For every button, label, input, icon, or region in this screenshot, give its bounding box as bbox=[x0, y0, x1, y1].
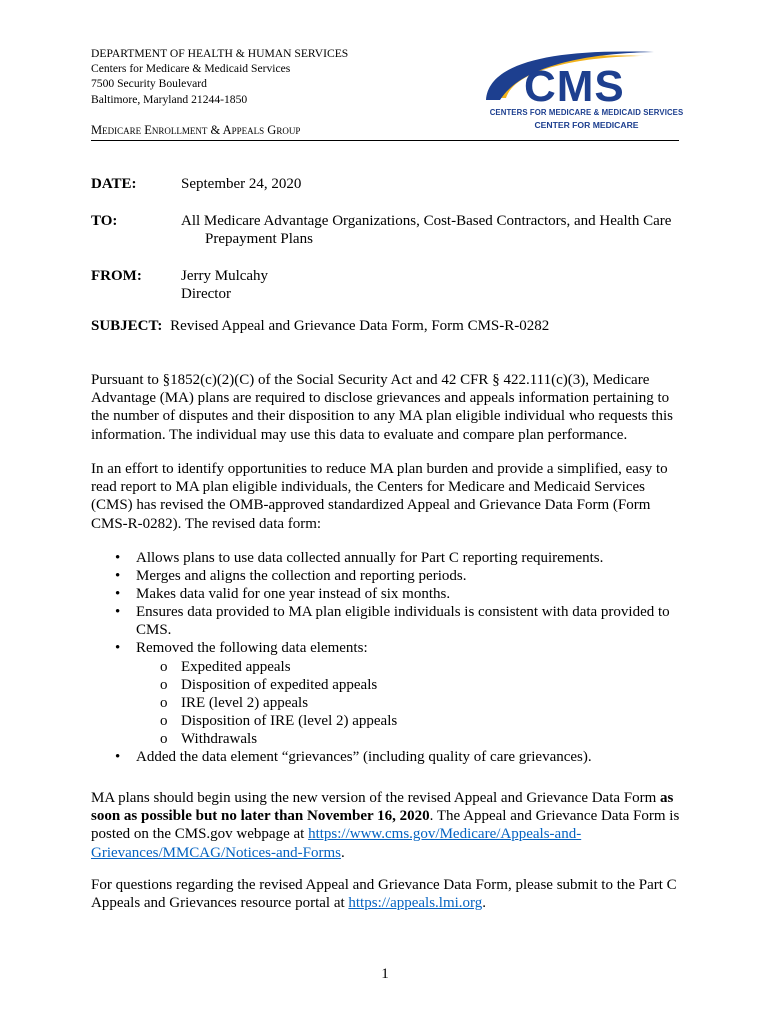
paragraph-deadline: MA plans should begin using the new version of the revised Appeal and Grievance Data Form as soon as possible but no later than November 16, 2020. The Appeal and Grievance Data Form is posted on the CMS.gov webpage at https://www.cms.gov/Medicare/Appeals-and-Grievances/MMCAG/Notices-and-Forms. bbox=[91, 790, 680, 861]
memo-fields bbox=[91, 175, 681, 322]
list-item: • Merges and aligns the collection and reporting periods. bbox=[115, 568, 467, 585]
from-value bbox=[181, 267, 681, 303]
list-item: • Makes data valid for one year instead of six months. bbox=[115, 586, 451, 603]
paragraph-questions: For questions regarding the revised Appeal and Grievance Data Form, please submit to the Part C Appeals and Grievances resource portal at https://appeals.lmi.org. bbox=[91, 877, 677, 912]
paragraph-revision: In an effort to identify opportunities to reduce MA plan burden and provide a simplified, easy to read report to MA plan eligible individuals, the Centers for Medicare and Medicaid Services (CMS) has revised the OMB-approved standardized Appeal and Grievance Data Form (Form CMS-R-0282). The revised data form: bbox=[91, 461, 668, 532]
list-item: • Ensures data provided to MA plan eligible individuals is consistent with data provided to CMS. bbox=[115, 604, 670, 639]
page-number: 1 bbox=[381, 966, 389, 982]
sub-list-item: o Disposition of IRE (level 2) appeals bbox=[160, 712, 398, 729]
agency-address bbox=[91, 46, 348, 107]
subject-label: SUBJECT: bbox=[91, 318, 163, 334]
from-field bbox=[91, 267, 681, 303]
logo-wordmark: CMS bbox=[524, 62, 625, 108]
from-label: FROM: bbox=[91, 268, 142, 284]
address-line: Centers for Medicare & Medicaid Services bbox=[91, 62, 291, 76]
group-heading: Medicare Enrollment & Appeals Group bbox=[91, 123, 301, 137]
sub-list-item: o Disposition of expedited appeals bbox=[160, 676, 378, 693]
changes-list bbox=[91, 549, 681, 766]
logo-center-name: CENTER FOR MEDICARE bbox=[534, 120, 639, 130]
from-name: Jerry Mulcahy bbox=[181, 268, 269, 284]
cms-forms-link[interactable]: https://www.cms.gov/Medicare/Appeals-and-Grievances/MMCAG/Notices-and-Forms bbox=[91, 826, 582, 861]
subject-value: Revised Appeal and Grievance Data Form, Form CMS-R-0282 bbox=[170, 318, 550, 334]
cms-logo bbox=[484, 46, 689, 134]
sub-list-item: o IRE (level 2) appeals bbox=[160, 694, 309, 711]
to-label: TO: bbox=[91, 213, 118, 229]
cms-logo-mark bbox=[484, 46, 689, 108]
subject-line bbox=[91, 318, 549, 335]
sub-list-item: o Withdrawals bbox=[160, 730, 258, 747]
list-item: • Removed the following data elements: o Expedited appeals o Disposition of expedited appeals o IRE (level 2) appeals o Disposition of IRE (level 2) appeals o Withdrawals bbox=[91, 639, 681, 748]
header-divider bbox=[91, 140, 679, 141]
address-line: DEPARTMENT OF HEALTH & HUMAN SERVICES bbox=[91, 47, 349, 60]
date-label: DATE: bbox=[91, 176, 137, 192]
from-title: Director bbox=[181, 286, 231, 302]
sub-list-item: o Expedited appeals bbox=[160, 658, 291, 675]
date-value: September 24, 2020 bbox=[181, 176, 302, 192]
to-field bbox=[91, 212, 681, 248]
logo-subtitle: CENTERS FOR MEDICARE & MEDICAID SERVICES bbox=[489, 108, 684, 117]
address-line: 7500 Security Boulevard bbox=[91, 77, 207, 91]
to-value: All Medicare Advantage Organizations, Cost-Based Contractors, and Health Care Prepayment Plans bbox=[181, 213, 672, 247]
removed-elements-list bbox=[136, 658, 681, 748]
paragraph-statute: Pursuant to §1852(c)(2)(C) of the Social Security Act and 42 CFR § 422.111(c)(3), Medicare Advantage (MA) plans are required to disclose grievances and appeals information pertaining to the number of disputes and their disposition to any MA plan eligible individual who requests this information. The individual may use this data to evaluate and compare plan performance. bbox=[91, 372, 674, 443]
list-item: • Added the data element “grievances” (including quality of care grievances). bbox=[115, 749, 592, 766]
list-item: • Allows plans to use data collected annually for Part C reporting requirements. bbox=[115, 550, 604, 566]
date-field bbox=[91, 175, 681, 193]
deadline-emphasis: as soon as possible but no later than November 16, 2020 bbox=[91, 790, 674, 825]
address-line: Baltimore, Maryland 21244-1850 bbox=[91, 92, 248, 106]
appeals-portal-link[interactable]: https://appeals.lmi.org bbox=[348, 895, 483, 912]
